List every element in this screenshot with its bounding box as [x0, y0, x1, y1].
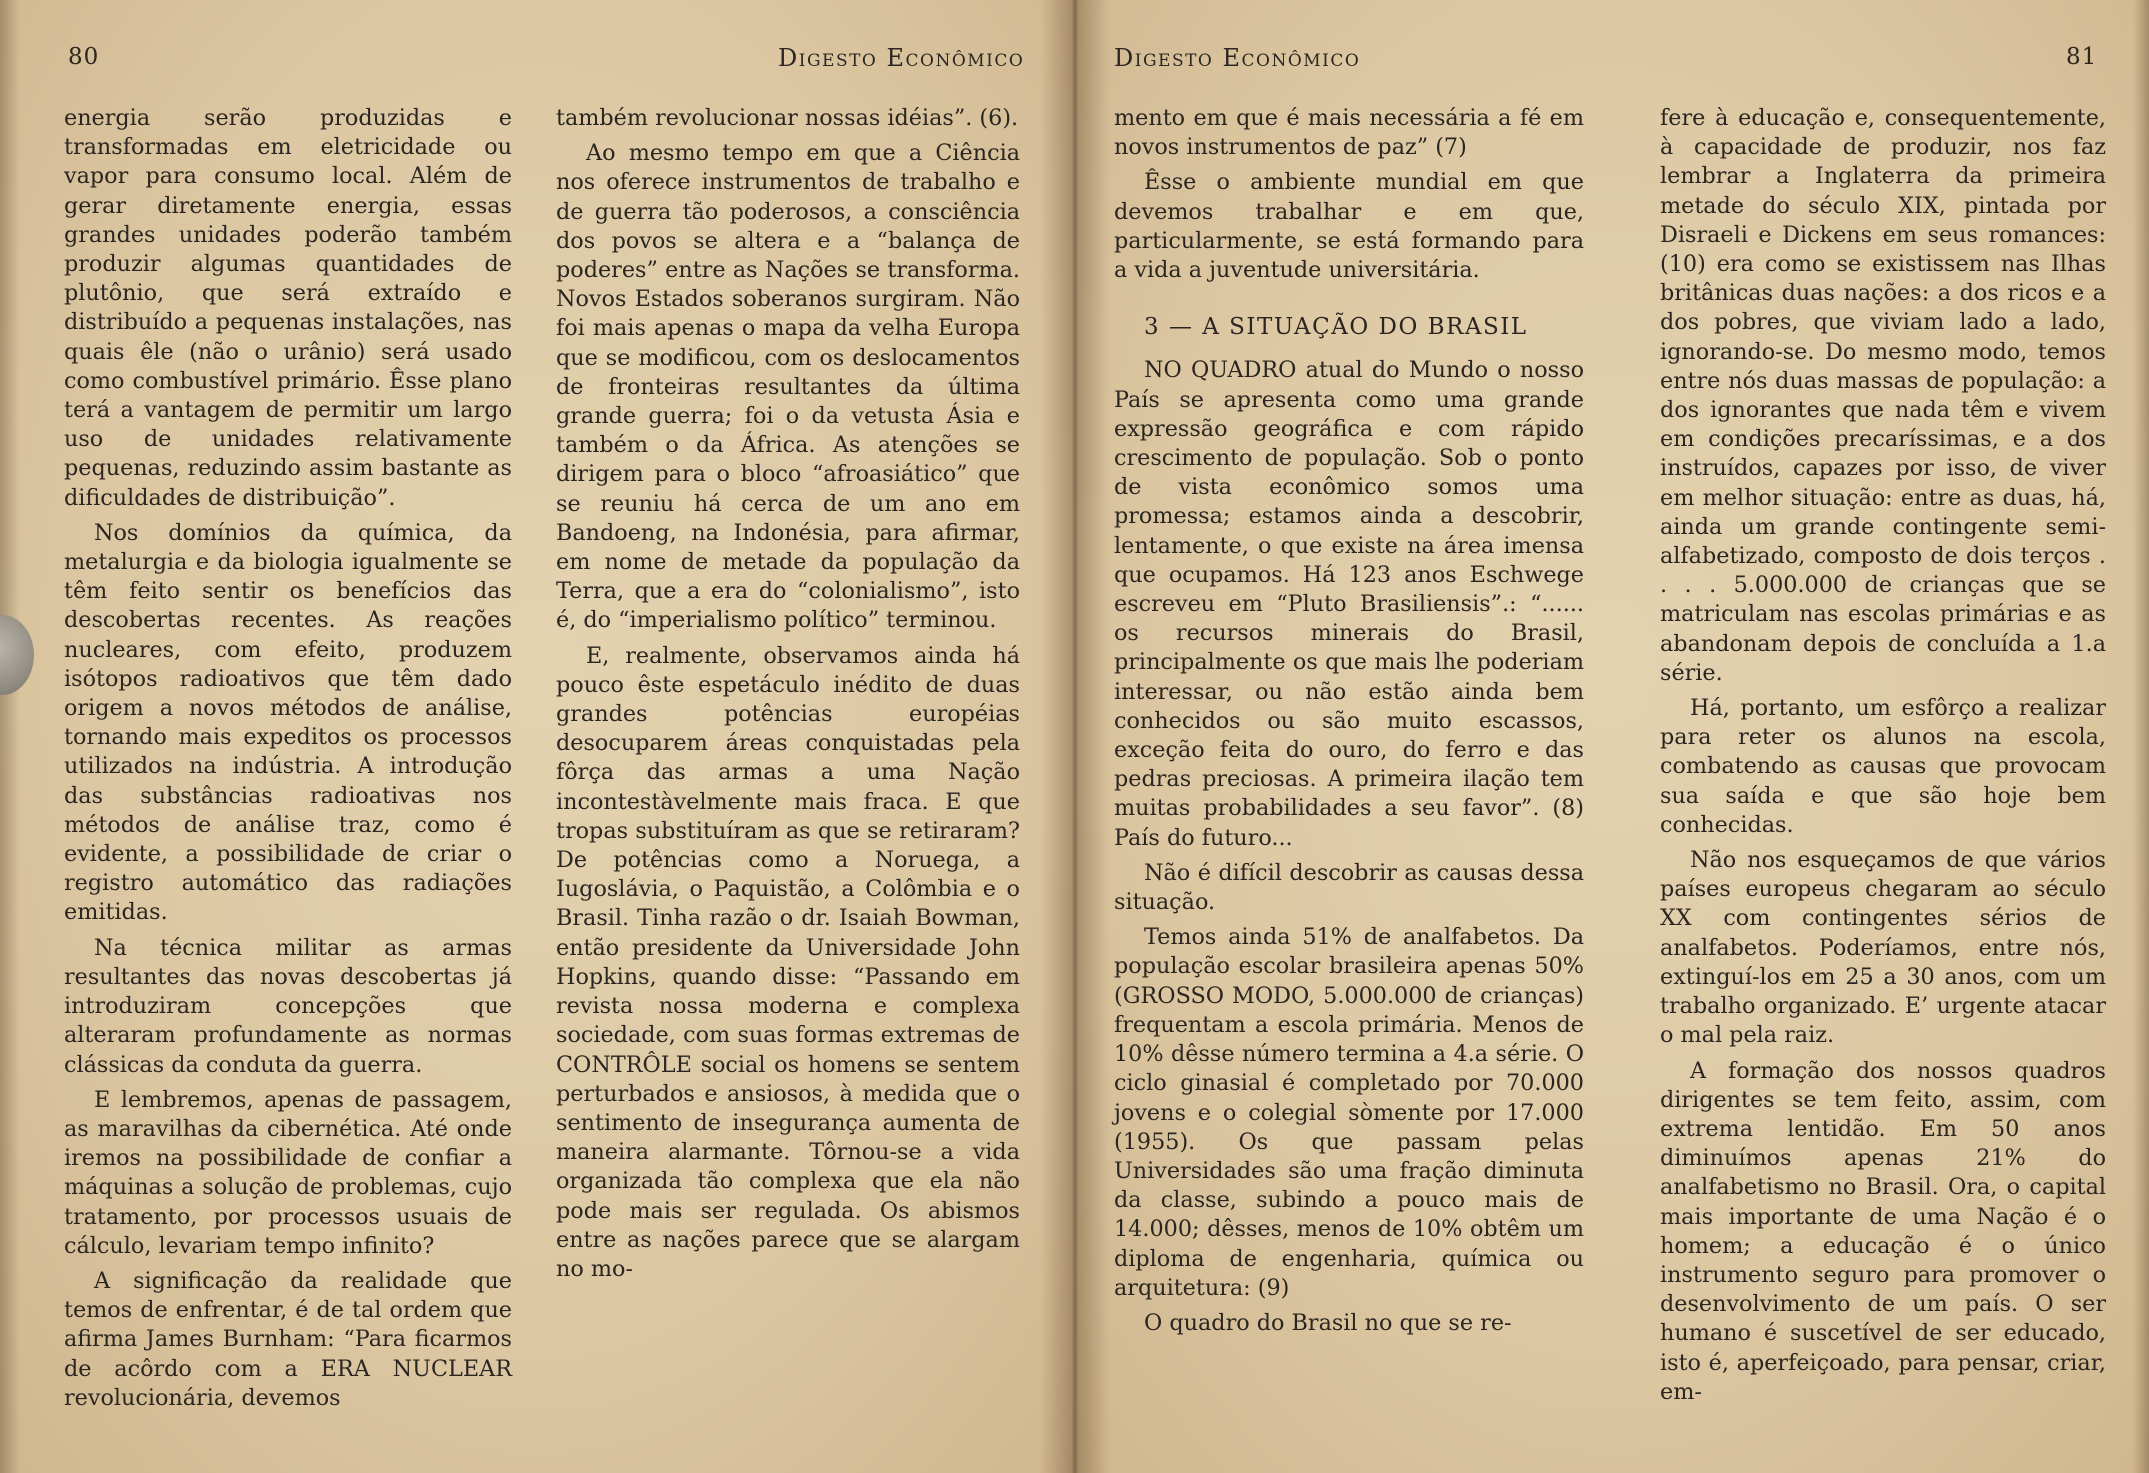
left-column-1 [64, 104, 512, 1419]
section-title: 3 — A SITUAÇÃO DO BRASIL [1144, 314, 1528, 341]
running-head-left: Digesto Econômico [778, 44, 1025, 72]
paragraph: Temos ainda 51% de analfabetos. Da população escolar brasileira apenas 50% (GROSSO MODO, 5.000.000 de crianças) frequentam a escola primária. Menos de 10% dêsse número termina a 4.a série. O ciclo ginasial é completado por 70.000 jovens e o colegial sòmente por 17.000 (1955). Os que passam pelas Universidades são uma fração diminuta da classe, subindo a pouco mais de 14.000; dêsses, menos de 10% obtêm um diploma de engenharia, química ou arquitetura: (9) [1114, 924, 1584, 1301]
paragraph: Ao mesmo tempo em que a Ciência nos oferece instrumentos de trabalho e de guerra tão poderosos, a consciência dos povos se altera e a “balança de poderes” entre as Nações se transforma. Novos Estados soberanos surgiram. Não foi mais apenas o mapa da velha Europa que se modificou, com os deslocamentos de fronteiras resultantes da última grande guerra; foi o da vetusta Ásia e também o da África. As atenções se dirigem para o bloco “afroasiático” que se reuniu há cerca de um ano em Bandoeng, na Indonésia, para afirmar, em nome de metade da população da Terra, que a era do “colonialismo”, isto é, do “imperialismo político” terminou. [556, 140, 1020, 634]
paragraph: O quadro do Brasil no que se re- [1144, 1309, 1512, 1336]
paragraph: Não é difícil descobrir as causas dessa situação. [1114, 859, 1584, 916]
right-column-2 [1660, 104, 2106, 1413]
binding-hole [0, 615, 34, 695]
running-head-right: Digesto Econômico [1114, 44, 1361, 72]
paragraph: Há, portanto, um esfôrço a realizar para reter os alunos na escola, combatendo as causas que provocam sua saída e que são hoje bem conhecidas. [1660, 695, 2106, 838]
paragraph: fere à educação e, consequentemente, à capacidade de produzir, nos faz lembrar a Inglaterra da primeira metade do século XIX, pintada por Disraeli e Dickens em seus romances: (10) era como se existissem nas Ilhas britânicas duas nações: a dos ricos e a dos pobres, que viviam lado a lado, ignorando-se. Do mesmo modo, temos entre nós duas massas de população: a dos ignorantes que nada têm e vivem em condições precaríssimas, e a dos instruídos, capazes por isso, de viver em melhor situação: entre as duas, há, ainda um grande contingente semi-alfabetizado, composto de dois terços . . . . 5.000.000 de crianças que se matriculam nas escolas primárias e as abandonam depois de concluída a 1.a série. [1660, 105, 2106, 686]
page-edge-shadow [0, 0, 20, 1473]
page-number-left: 80 [68, 44, 100, 70]
paragraph: mento em que é mais necessária a fé em novos instrumentos de paz” (7) [1114, 105, 1584, 161]
right-column-1 [1114, 104, 1584, 1344]
right-page [1074, 0, 2149, 1473]
page-edge-shadow [2133, 0, 2149, 1473]
paragraph: Êsse o ambiente mundial em que devemos trabalhar e em que, particularmente, se está formando para a vida a juventude universitária. [1114, 169, 1584, 284]
paragraph: A significação da realidade que temos de enfrentar, é de tal ordem que afirma James Burnham: “Para ficarmos de acôrdo com a ERA NUCLEAR revolucionária, devemos [64, 1267, 512, 1411]
paragraph: Na técnica militar as armas resultantes das novas descobertas já introduziram concepções que alteraram profundamente as normas clássicas da conduta da guerra. [64, 934, 512, 1078]
paragraph: também revolucionar nossas idéias”. (6). [556, 105, 1019, 131]
paragraph: E, realmente, observamos ainda há pouco êste espetáculo inédito de duas grandes potências européias desocuparem áreas conquistadas pela fôrça das armas a uma Nação incontestàvelmente mais fraca. E que tropas substituíram as que se retiraram? De potências como a Noruega, a Iugoslávia, o Paquistão, a Colômbia e o Brasil. Tinha razão o dr. Isaiah Bowman, então presidente da Universidade John Hopkins, quando disse: “Passando em revista nossa moderna e complexa sociedade, com suas formas extremas de CONTRÔLE social os homens se sentem perturbados e ansiosos, à medida que o sentimento de insegurança aumenta de maneira alarmante. Tôrnou-se a vida organizada tão complexa que ela não pode mais ser regulada. Os abismos entre as nações parece que se alargam no mo- [556, 642, 1020, 1282]
paragraph: Nos domínios da química, da metalurgia e da biologia igualmente se têm feito sentir os benefícios das descobertas recentes. As reações nucleares, com efeito, produzem isótopos radioativos que têm dado origem a novos métodos de análise, tornando mais expeditos os processos utilizados na indústria. A introdução das substâncias radioativas nos métodos de análise traz, como é evidente, a possibilidade de criar o registro automático das radiações emitidas. [64, 519, 512, 926]
page-number-right: 81 [2066, 44, 2098, 70]
paragraph: Não nos esqueçamos de que vários países europeus chegaram ao século XX com contingentes sérios de analfabetos. Poderíamos, entre nós, extinguí-los em 25 a 30 anos, com um trabalho organizado. E’ urgente atacar o mal pela raiz. [1660, 847, 2106, 1049]
left-page [0, 0, 1074, 1473]
paragraph: NO QUADRO atual do Mundo o nosso País se apresenta como uma grande expressão geográfica e com rápido crescimento de população. Sob o ponto de vista econômico somos uma promessa; estamos ainda a descobrir, lentamente, o que existe na área imensa que ocupamos. Há 123 anos Eschwege escreveu em “Pluto Brasiliensis”.: “...... os recursos minerais do Brasil, principalmente os que mais lhe poderiam interessar, ou não estão ainda bem conhecidos ou são muito escassos, exceção feita do ouro, do ferro e das pedras preciosas. A primeira ilação tem muitas probabilidades a seu favor”. (8) País do futuro... [1114, 357, 1584, 851]
paragraph: E lembremos, apenas de passagem, as maravilhas da cibernética. Até onde iremos na possibilidade de confiar a máquinas a solução de problemas, cujo tratamento, por processos usuais de cálculo, levariam tempo infinito? [64, 1086, 512, 1259]
left-column-2 [556, 104, 1020, 1290]
paragraph: energia serão produzidas e transformadas em eletricidade ou vapor para consumo local. Além de gerar diretamente energia, essas grandes unidades poderão também produzir algumas quantidades de plutônio, que será extraído e distribuído a pequenas instalações, nas quais êle (não o urânio) será usado como combustível primário. Êsse plano terá a vantagem de permitir um largo uso de unidades relativamente pequenas, reduzindo assim bastante as dificuldades de distribuição”. [64, 105, 512, 511]
paragraph: A formação dos nossos quadros dirigentes se tem feito, assim, com extrema lentidão. Em 50 anos diminuímos apenas 21% do analfabetismo no Brasil. Ora, o capital mais importante de uma Nação é o homem; a educação é o único instrumento seguro para promover o desenvolvimento de um país. O ser humano é suscetível de ser educado, isto é, aperfeiçoado, para pensar, criar, em- [1660, 1057, 2106, 1405]
